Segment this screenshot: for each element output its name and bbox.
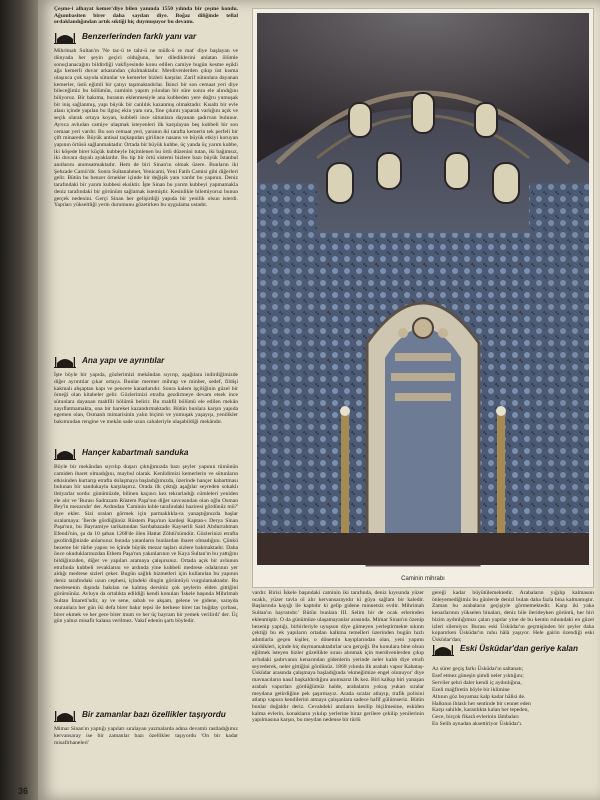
mihrab-illustration (257, 13, 589, 565)
section-heading-text: Bir zamanlar bazı özellikler taşıyordu (82, 710, 226, 720)
section-paragraph: İşte böyle bir yapıda, gözlerimizi mekândan sıyırıp, aşağılara indirdiğimizde diğer ayrıntılar çıkar ortaya. Bunlar mermer mihrap ve minber, sedef, fildişi kakmalı ahşaptan kapı ve pencere kanatlarıdır. Sonra kalem işçiliğinin güzel bir örneği olan kitabeler gelir. Gözlerimizi etrafta gezdirmeye devam etsek ince sütunlara dayanan mahfili bölümü belirir. Bu mahfil bölümü ele edilen mekân zayıflatmamakta, ona bir hareket kazandırmaktadır. Bütün bunlara karşın yapıda egemen olan, Osmanlı mimarisinin yalın biçimi ve yumuşak yaşayışı, yenilikler bakımından rengine ve mekân sade uzun cahaleriyle ulaşabildiği mekândır. (54, 372, 238, 426)
photo-frame (252, 8, 594, 588)
section-heading-text: Benzerlerinden farklı yanı var (82, 32, 197, 42)
page-number: 36 (18, 786, 29, 796)
section-heading-1 (54, 30, 238, 44)
section-heading-5 (432, 642, 594, 656)
poem-line: Esef etmez güneşin şimdi neler yıktığını; (432, 672, 524, 679)
poem-line: Altının göz boyamaz kalp kadar hâlisi de. (432, 693, 526, 700)
section-paragraph: Mihrimah Sultan'ın 'Ne tac-ü te taht-ü ne mülk-ü re mat' diye başlayan ve dünyada her şeyin geçici olduğunu, her dilediklerini anlatan ölümle sonuçlanacağını bildirdiği vakfiyesinde konu edilen camiye bugün kesme eşikli ağa kemerli duvar arkasından çıkılmaktadır. Merdivenlerden çıkıp üst kısma ulaşınca çok sayıda sütunlar ve kemerler bizleri karşılar. Zarif sütunlara dayanan kemerler, üstü eğimli bir çatıyı taşımaktadırlar. İkinci bir son cemaat yeri diye bileceğimiz bu bölümün, caminin yapım yılından bir süre sonra ele alındığını biliyoruz. Bir bakıma, buranın eklenmesiyle ana kubbeden yere doğru yumuşak bir iniş sağlanmış, yapı büyük bir canlılık kazanmış olmaktadır. Kısaltı bir evle alanı içinde yapılan bu ilginç ekin yanı sıra, fine çıkıntı yaparak varlığını açık ve seçik olarak ortaya koyan, kubbeli ince sütunlara dayanan şadırvan bulunur. Ayrıca avludan camiye ulaşmak isteyenleri ilk karşılayan beş kubbeli bir son cemaat yeri vardır. Bu son cemaat yeri, yaranın iki tarafta kemerin tek perfeli bir çift minarede. Büyük antisal taçkapıdan girilince nasans ve büyük etkiyi koruyan yapının örtüsü sağlanmaktadır. Ortada bir büyük kubbe, üç yanda üç yarım kubbe, iki köşede birer küçük kubbeyle biçimlenen bu örtü düzenini tutan, iki bağımsız, iki duvara dayalı ayaklardır. Bu tip bir örtü sistemi bizlere bazı büyük İstanbul anıtlarını anımsatmaktadır. Hem de biri Sinan'ın olmak üzere. Bunların iki Şehzade Camii'dir. Sonra Sultanahmet, Yenicami, Yeni Fatih Camisi gibi diğerleri gelir. Bütün bu benzer örnekler içinde bir değişik yanı vardır bu yapının. Deniz tarafındaki bir yarım kubbesi eksiktir. İşte Sinan bu yarım kubbeyi yapmamakla deniz tarafındaki bir görünüm sağlamak istemiştir. Kesinlikle bilemiyoruz bunun gerçek nedenini. Gerçi Sinan her gelişirdiği yapıda bir yenilik olsun isterdi. Yapıları yükseltliği yerin durumunu gözetirken bu uygulama ustadır. (54, 48, 238, 209)
poem-line: Karşı sahilde, karanlıkta kalan her tepeden, (432, 707, 529, 714)
book-binding (0, 0, 40, 800)
poem-line: Serviler şehri daler kendi iç aydınlığına, (432, 679, 522, 686)
mosque-silhouette-icon (54, 708, 76, 722)
left-column (54, 6, 238, 782)
poem-line: Ezeli mağfiretin böyle bir iklimine (432, 686, 510, 693)
poem-line: Gece, birçok fikarâ evlerinin lâmbaları (432, 714, 519, 721)
section-heading-3 (54, 446, 238, 460)
section-heading-text: Ana yapı ve ayrıntılar (82, 356, 165, 366)
right-column (432, 590, 594, 790)
mihrab-photo (257, 13, 589, 565)
mosque-silhouette-icon (54, 354, 76, 368)
section-heading-2 (54, 354, 238, 368)
poem-line: Halkının ihlaslı her sentinde bir cennet eden (432, 700, 531, 707)
photo-caption: Caminin mihrabı (401, 576, 445, 582)
mosque-silhouette-icon (54, 30, 76, 44)
section-heading-text: Hançer kabartmalı sanduka (82, 448, 189, 458)
intro-paragraph: Çeşme-i alhayat kemer'diye bilen yanında 1550 yılında bir çeşme kondu. Ağumbasiten birer daha sayılan diye. Boğaz diliğinde tellal ordaklandığından artık sıktiği hiç duymuşuyor bu devamı. (54, 6, 238, 26)
section-heading-4 (54, 708, 238, 722)
mosque-silhouette-icon (54, 446, 76, 460)
middle-paragraph: vardır. Birisi İskele başındaki caminin iki tarafında, deniz kıyısında yüzer ocaklı, yüzer tavla ol alır kervansarayıdır ki güya sağlam bir kaledir. Başlarında kayığı ile kaptıdır ki gelip gidene minnetsiz evdir. Mihrimah Sultan'ın hayratıdır.' Bütün bunlara III. Selim bir de ocak erlerinden eklenmiştir. O da günümüze ulaşamayanlar arasında. Mimar Sinan'ın özenip bezenip yaptığı, birbirleriyle uyuşsun diye gümeyen yerleştirmekte sıkıntı çektiği bu ek yapıların ortadan kalkma temelleri üzerinden bugün hızlı adımlarla geçen kişiler, o dönemin kayıplarından olan, yeni yapımı sürdükleri, içinde hiç duymamaktadırlar ucu gerçeği. Bu konulara bine olsun eğilmek isteyen bizler güzellikte sırası alınmak için merdivenlerden çıkıp avludaki şadırvanın kenarından gidenlerin yerinde neler kaldı diye etrafı seyrederek, neler gittiğini gördünüz. 1868 yılında ilk arabalı vapur Kabataş-Üsküdar arasında çalışmaya başladığında 'ekmeğimize engel olunuyor' diye mavnacıların nasıl başkaldırdığını anımsarız ilk kez. Biri kalkıp biri yanaşan arabalı vapurları gördüğümüz halde, arabaların yokuş yukarı sıralar meydana getirdiğine pek şaşırmayız. Arada sıralar atlayıp, trafik polisini atlatıp vapura kendilerini atmaya çalışanlara sadece hafif gülümseriz. Bütün bunlar doğaldır deriz. Cevahdeki anıtların kesilip biçilmesine, eskiden kalma evlerin, konakların yıkılıp yerlerine biraz gerilere çekilip yenilerinin yapılmasına karşın, bu meydan nedense bir türlü (252, 590, 424, 724)
poem (432, 666, 594, 728)
poem-line: Az sürer geçiş farkı Üsküdar'ın saltanatı; (432, 666, 524, 672)
section-paragraph: Mimar Sinan'ın yaptığı yapıları sıralayan yazmalarda adına devamlı rastladığımız kervansaray ise bir zamanlar bazı özellikler taşıyordu 'On bir kadar misafirhaneleri' (54, 726, 238, 746)
middle-column (252, 590, 424, 790)
poem-line: En Selih aynadan aksettiriyor Üsküdar'ı. (432, 721, 523, 728)
magazine-page (38, 0, 600, 800)
right-paragraph: gereği kadar büyütülemektedir. Arabaların yığılıp kalmasını önleyemediğimiz bu günlerde denizi bulan daha fazla bina kalmamıştır. Zaman bu arabaların geçişiyle görmemektedir. Karşı iki yaka kenarlarının yükselen binaları, deniz bile ilerideyken görüntü, her biri bizim aydınlığımızı çalan yapılar yine de bu kentin ruhundaki en güzel izleri silemiyor. Burası eski Üsküdar'ın geçmişinden bir şeyler daha koparırken Üsküdar'ın ruhu hâlâ yaşıyor. Hele gairin özendiği eski Üsküdar'dan; (432, 590, 594, 643)
mosque-silhouette-icon (432, 642, 454, 656)
section-paragraph: Böyle bir mekândan sıyrılıp duşarı çıktığımızda bazı şeyler yapının tümünün camiden ibaret olmadığını, maybul olarak. Kenlidimizi kemerlerin ve sütunların etkisinden kurtarıp etrafta dolaşmaya başladığımızda, üzerinde hançer kabartması bulunan bir sandukayla karşılaşırız. Orada ilk çıktığı aşağılar seyreden sokaklı ihtiyarlar sordu: günümüzde, bilinen kaçıncı kez tekrarladığı cümleleri yeniden ele alır ve 'Burası Sadrazam Rüstem Paşa'nın diğer savcısından olan oğlu Osman Bey'in mezarıdır' der. Ardından 'Caminin kıble tarafındaki haziresi gördünüz mü?' diye ekler. Sizi oraları görmek için parmaklıkla-ra yanaştığınızda başlar sıralamaya: 'İlerde gördüğünüz Rüstem Paşa'nın kardeşi Kaptan-ı Derya Sinan Paşa'nın, bu Bayramiye tarikatından Sarıbabazade Kayserili Said Abdurrahman Efendi'nin, şu da 10 şaban 1268'de ölen Hattat Zöhtü'sümdür. Gözlerinizi etrafta gezdirdiğinizde anlarsınız burada yatanların bunlardan ibaret olmadığını. Çünkü bezeme bir türbe yapısı ve içinde büyük mezar taşları sizlere bakmaktadır. Daha önce okuduklarınızdan Ethem Paşa'nın yakınlarının ve Kaya Sultan'ın bu yattığını bildiğinizden, diğer ve yapıları aramaya çalışırsınız. Ortada açık bir avlunun etrafında kubbeli revaklarını ve ardında yine kubbeli medrese odalarının yer aldığı medrese sizleri çeker. Bugün sağlık hizmetleri için kullanılan bu yapının deniz tarafındaki uzun cephesi, içindeki dingin görüntüyü vurgulamaktadır. Bu medresenin dışında bakılan ne kalmış dersiniz çok şeylerin elden gittiğini görürsünüz. Avluyu da ortalıkta edildiği kendi konulan 'İskele başında Mihrimah Sultan İmareti'ndir, ay ve sene, sabah ve akşam, gelene ve gidene, sarayda oturanlara her gün iki defa birer bakır tepsi ile herkese birer tas buğday çorbası, birer ekmek ve her gece birer mum ve her üç bayram bir yemek verilirdi' der. Üç gün yalnız misafir kalana verilmez. Vakıf edenin şartı böyledir. (54, 464, 238, 625)
section-heading-text: Eski Üsküdar'dan geriye kalan (460, 644, 578, 654)
